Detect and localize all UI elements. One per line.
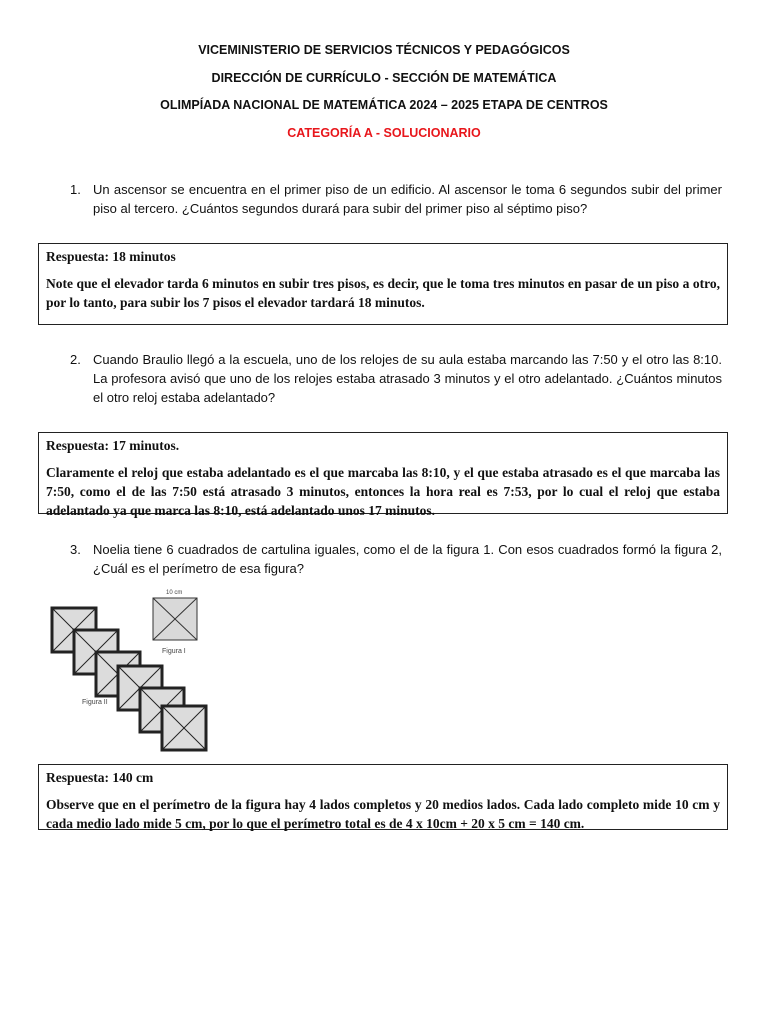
figure-2-label: Figura II bbox=[82, 699, 108, 706]
question-text: Noelia tiene 6 cuadrados de cartulina iguales, como el de la figura 1. Con esos cuadrados formó la figura 2, ¿Cuál es el perímetro de esa figura? bbox=[93, 542, 722, 576]
question-number: 1. bbox=[70, 182, 81, 197]
answer-body: Observe que en el perímetro de la figura hay 4 lados completos y 20 medios lados. Cada lado completo mide 10 cm y cada medio lado mide 5 cm, por lo que el perímetro total es de 4 x 10cm + 20 x 5 cm = 140 cm. bbox=[46, 797, 720, 831]
answer-box-1 bbox=[38, 243, 728, 325]
header-ministry: VICEMINISTERIO DE SERVICIOS TÉCNICOS Y PEDAGÓGICOS bbox=[198, 43, 570, 57]
header-olympiad: OLIMPÍADA NACIONAL DE MATEMÁTICA 2024 – 2025 ETAPA DE CENTROS bbox=[160, 98, 608, 112]
question-text: Cuando Braulio llegó a la escuela, uno de los relojes de su aula estaba marcando las 7:50 y el otro las 8:10. La profesora avisó que uno de los relojes estaba atrasado 3 minutos y el otro adelantado. ¿Cuántos minutos el otro reloj estaba adelantado? bbox=[93, 352, 722, 405]
tile bbox=[162, 706, 206, 750]
question-text: Un ascensor se encuentra en el primer piso de un edificio. Al ascensor le toma 6 segundos subir del primer piso al tercero. ¿Cuántos segundos durará para subir del primer piso al séptimo piso? bbox=[93, 182, 722, 216]
answer-body: Note que el elevador tarda 6 minutos en subir tres pisos, es decir, que le toma tres minutos en pasar de un piso a otro, por lo tanto, para subir los 7 pisos el elevador tardará 18 minutos. bbox=[46, 276, 720, 310]
answer-box-2 bbox=[38, 432, 728, 518]
header-category: CATEGORÍA A - SOLUCIONARIO bbox=[287, 126, 481, 140]
answer-title: Respuesta: 17 minutos. bbox=[46, 438, 180, 453]
question-number: 2. bbox=[70, 352, 81, 367]
answer-title: Respuesta: 18 minutos bbox=[46, 249, 176, 264]
dimension-label: 10 cm bbox=[166, 590, 183, 596]
question-number: 3. bbox=[70, 542, 81, 557]
header-direction: DIRECCIÓN DE CURRÍCULO - SECCIÓN DE MATEMÁTICA bbox=[211, 71, 557, 85]
answer-title: Respuesta: 140 cm bbox=[46, 770, 154, 785]
figure-1-square bbox=[153, 598, 197, 640]
square-figures bbox=[45, 585, 235, 755]
answer-box-3 bbox=[38, 764, 728, 830]
figure-1-label: Figura I bbox=[162, 648, 186, 655]
answer-body: Claramente el reloj que estaba adelantado es el que marcaba las 8:10, y el que estaba atrasado es el que marcaba las 7:50, como el de las 7:50 está atrasado 3 minutos, entonces la hora real es 7:53, por lo cual el reloj que estaba adelantado ya que marca las 8:10, está adelantado unos 17 minutos. bbox=[46, 465, 720, 518]
